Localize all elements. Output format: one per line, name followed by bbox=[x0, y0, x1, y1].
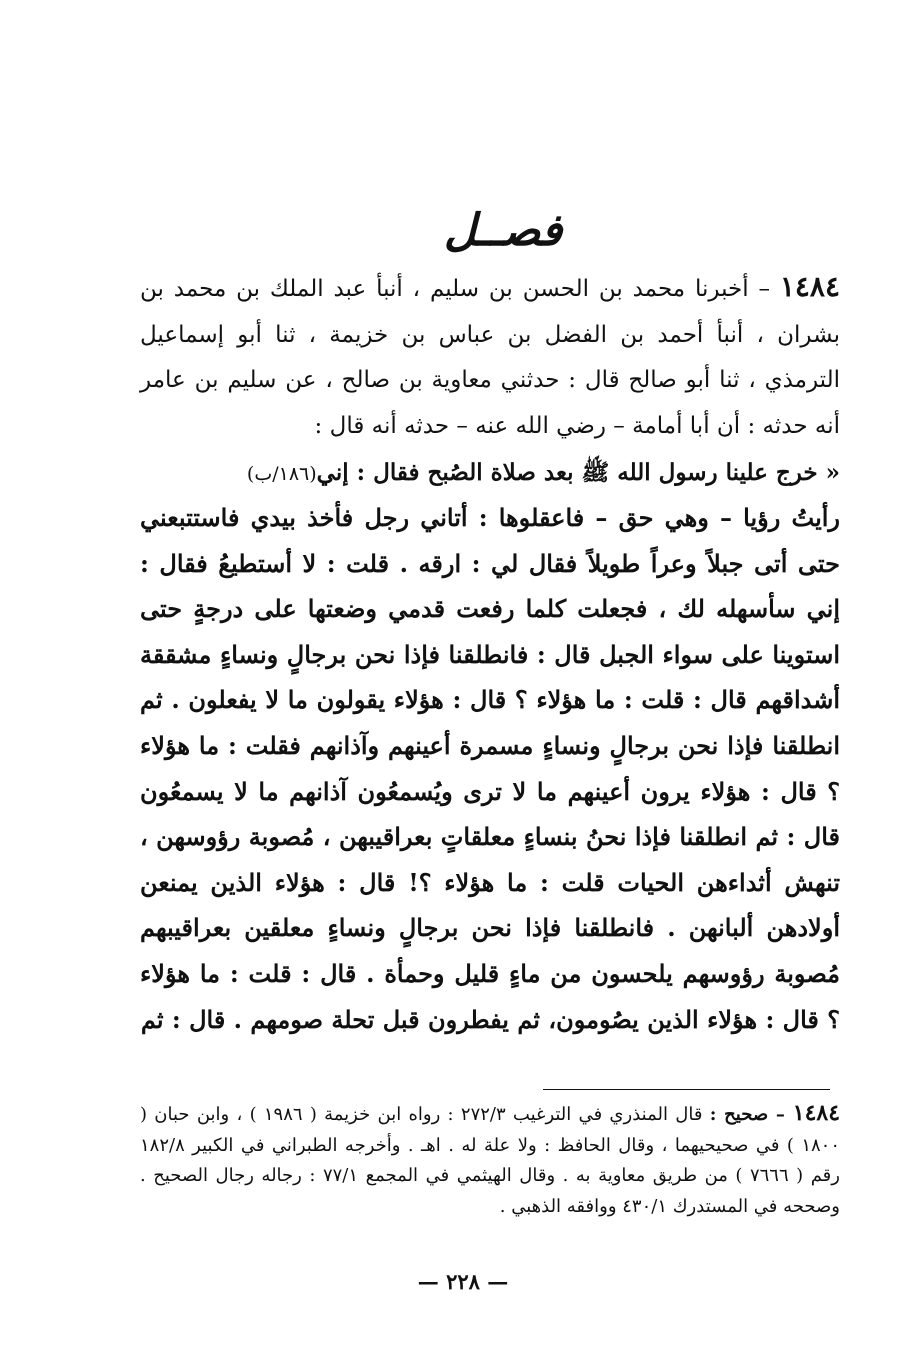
footnote-number: ١٤٨٤ bbox=[792, 1100, 841, 1126]
isnad-paragraph bbox=[140, 264, 840, 449]
footnote-grade: – صحيح : bbox=[709, 1104, 793, 1125]
matn-opening-text: « خرج علينا رسول الله ﷺ بعد صلاة الصُبح فقال : إني bbox=[316, 459, 840, 486]
manuscript-folio-ref: (١٨٦/ب) bbox=[246, 463, 317, 485]
matn-paragraph bbox=[140, 495, 840, 1042]
matn-first-line bbox=[100, 450, 840, 497]
matn-text: رأيتُ رؤيا – وهي حق – فاعقلوها : أتاني رجل فأخذ بيدي فاستتبعني حتى أتى جبلاً وعراً طويلاً فقال لي : ارقه . قلت : لا أستطيعُ فقال : إني سأسهله لك ، فجعلت كلما رفعت قدمي وضعتها على درجةٍ حتى استوينا على سواء الجبل قال : فانطلقنا فإذا نحن برجالٍ ونساءٍ مشققة أشداقهم قال : قلت : ما هؤلاء ؟ قال : هؤلاء يقولون ما لا يفعلون . ثم انطلقنا فإذا نحن برجالٍ ونساءٍ مسمرة أعينهم وآذانهم فقلت : ما هؤلاء ؟ قال : هؤلاء يرون أعينهم ما لا ترى ويُسمعُون آذانهم ما لا يسمعُون قال : ثم انطلقنا فإذا نحنُ بنساءٍ معلقاتٍ بعراقيبهن ، مُصوبة رؤوسهن ، تنهش أثداءهن الحيات قلت : ما هؤلاء ؟! قال : هؤلاء الذين يمنعن أولادهن ألبانهن . فانطلقنا فإذا نحن برجالٍ ونساءٍ معلقين بعراقيبهم مُصوبة رؤوسهم يلحسون من ماءٍ قليل وحمأة . قال : قلت : ما هؤلاء ؟ قال : هؤلاء الذين يصُومون، ثم يفطرون قبل تحلة صومهم . قال : ثم bbox=[140, 503, 840, 1034]
footnote-separator bbox=[543, 1089, 830, 1090]
entry-number: ١٤٨٤ bbox=[779, 270, 840, 303]
footnote bbox=[140, 1098, 840, 1222]
section-title-text: فصــل bbox=[443, 205, 563, 256]
isnad-text: – أخبرنا محمد بن الحسن بن سليم ، أنبأ عبد الملك بن محمد بن بشران ، أنبأ أحمد بن الفضل بن عباس بن خزيمة ، ثنا أبو إسماعيل الترمذي ، ثنا أبو صالح قال : حدثني معاوية بن صالح ، عن سليم بن عامر أنه حدثه : أن أبا أمامة – رضي الله عنه – حدثه أنه قال : bbox=[140, 276, 840, 439]
page-number bbox=[0, 1262, 918, 1302]
page-number-text: — ٢٢٨ — bbox=[417, 1269, 509, 1294]
footnote-text: قال المنذري في الترغيب ٢٧٢/٣ : رواه ابن خزيمة ( ١٩٨٦ ) ، وابن حبان ( ١٨٠٠ ) في صحيحيهما ، وقال الحافظ : ولا علة له . اهـ . وأخرجه الطبراني في الكبير ١٨٢/٨ رقم ( ٧٦٦٦ ) من طريق معاوية به . وقال الهيثمي في المجمع ٧٧/١ : رجاله رجال الصحيح . وصححه في المستدرك ٤٣٠/١ ووافقه الذهبي . bbox=[140, 1104, 840, 1217]
section-title bbox=[0, 196, 918, 266]
